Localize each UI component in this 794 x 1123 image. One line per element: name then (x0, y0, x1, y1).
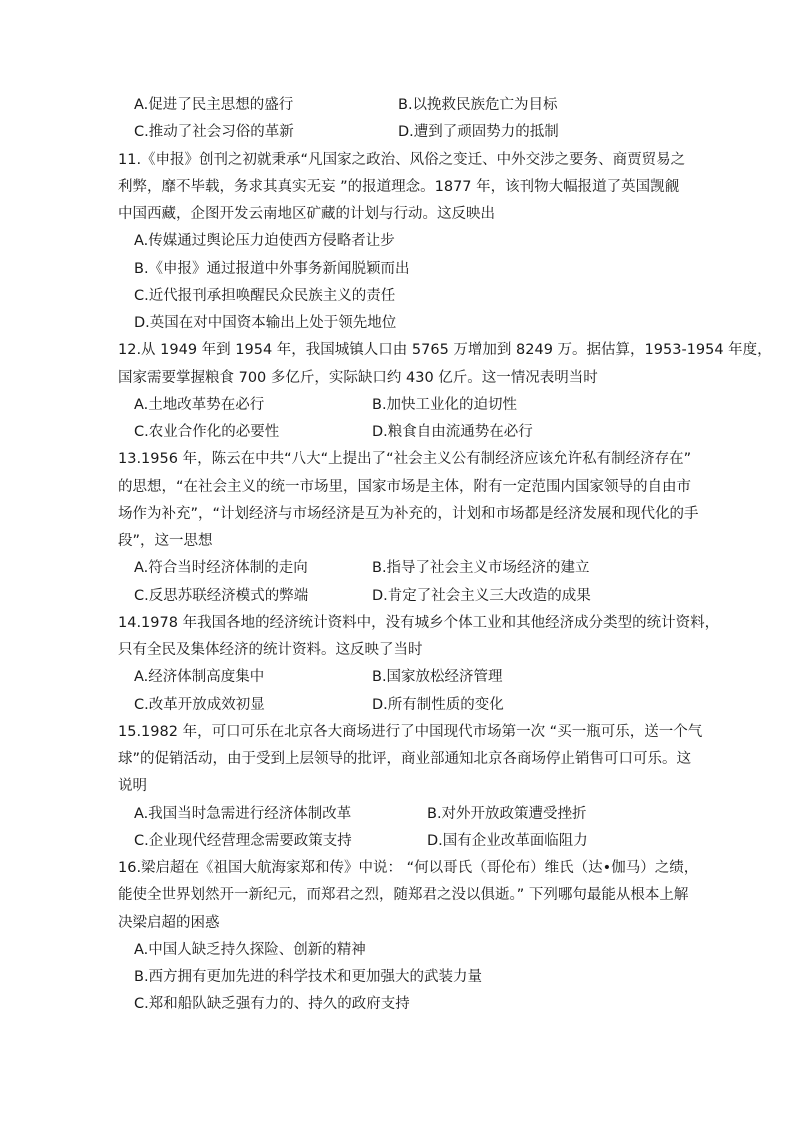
q16-option-c: C.郑和船队缺乏强有力的、持久的政府支持 (134, 996, 410, 1012)
q12-option-b: B.加快工业化的迫切性 (372, 397, 518, 413)
q13-stem-line-4: 段”，这一思想 (118, 533, 213, 549)
q11-stem-line-3: 中国西藏，企图开发云南地区矿藏的计划与行动。这反映出 (118, 206, 495, 222)
q14-option-a: A.经济体制高度集中 (134, 669, 265, 685)
q13-stem-line-3: 场作为补充”，“计划经济与市场经济是互为补充的，计划和市场都是经济发展和现代化的手 (118, 506, 699, 522)
q13-option-b: B.指导了社会主义市场经济的建立 (372, 560, 590, 576)
q11-stem-line-1: 11.《申报》创刊之初就秉承“凡国家之政治、风俗之变迁、中外交涉之要务、商贾贸易之 (118, 152, 686, 168)
q14-stem-line-1: 14.1978 年我国各地的经济统计资料中，没有城乡个体工业和其他经济成分类型的统计资料， (118, 615, 720, 631)
q13-option-a: A.符合当时经济体制的走向 (134, 560, 308, 576)
q13-stem-line-2: 的思想，“在社会主义的统一市场里，国家市场是主体，附有一定范围内国家领导的自由市 (118, 479, 692, 495)
q16-stem-line-2: 能使全世界划然开一新纪元，而郑君之烈，随郑君之没以俱逝。” 下列哪句最能从根本上解 (118, 887, 689, 903)
q13-option-c: C.反思苏联经济模式的弊端 (134, 588, 309, 604)
q15-stem-line-1: 15.1982 年，可口可乐在北京各大商场进行了中国现代市场第一次 “买一瓶可乐，送一个气 (118, 724, 703, 740)
q16-stem-line-3: 决梁启超的困惑 (118, 915, 220, 931)
q13-stem-line-1: 13.1956 年，陈云在中共“八大“上提出了“社会主义公有制经济应该允许私有制经济存在” (118, 451, 692, 467)
q15-option-c: C.企业现代经营理念需要政策支持 (134, 833, 352, 849)
q15-option-d: D.国有企业改革面临阻力 (427, 833, 588, 849)
q11-option-b: B.《申报》通过报道中外事务新闻脱颖而出 (134, 261, 410, 277)
q15-option-a: A.我国当时急需进行经济体制改革 (134, 806, 352, 822)
q12-option-c: C.农业合作化的必要性 (134, 424, 280, 440)
q16-option-a: A.中国人缺乏持久探险、创新的精神 (134, 942, 366, 958)
q10-option-c: C.推动了社会习俗的革新 (134, 124, 294, 140)
q12-option-d: D.粮食自由流通势在必行 (372, 424, 533, 440)
q11-option-d: D.英国在对中国资本输出上处于领先地位 (134, 315, 397, 331)
q12-stem-line-1: 12.从 1949 年到 1954 年，我国城镇人口由 5765 万增加到 8249 万。据估算，1953-1954 年度， (118, 342, 772, 358)
q10-option-a: A.促进了民主思想的盛行 (134, 97, 294, 113)
q10-option-b: B.以挽救民族危亡为目标 (398, 97, 558, 113)
q11-option-a: A.传媒通过舆论压力迫使西方侵略者让步 (134, 233, 395, 249)
q15-option-b: B.对外开放政策遭受挫折 (427, 806, 587, 822)
q10-option-d: D.遭到了顽固势力的抵制 (398, 124, 559, 140)
q14-option-d: D.所有制性质的变化 (372, 697, 504, 713)
q14-option-b: B.国家放松经济管理 (372, 669, 503, 685)
q12-stem-line-2: 国家需要掌握粮食 700 多亿斤，实际缺口约 430 亿斤。这一情况表明当时 (118, 370, 598, 386)
q14-stem-line-2: 只有全民及集体经济的统计资料。这反映了当时 (118, 642, 423, 658)
q13-option-d: D.肯定了社会主义三大改造的成果 (372, 588, 591, 604)
q15-stem-line-2: 球”的促销活动，由于受到上层领导的批评，商业部通知北京各商场停止销售可口可乐。这 (118, 751, 692, 767)
q11-option-c: C.近代报刊承担唤醒民众民族主义的责任 (134, 288, 396, 304)
q16-option-b: B.西方拥有更加先进的科学技术和更加强大的武装力量 (134, 969, 483, 985)
q11-stem-line-2: 利弊，靡不毕载，务求其真实无妄 ”的报道理念。1877 年，该刊物大幅报道了英国觊觎 (118, 179, 680, 195)
q14-option-c: C.改革开放成效初显 (134, 697, 265, 713)
q16-stem-line-1: 16.梁启超在《祖国大航海家郑和传》中说： “何以哥氏（哥伦布）维氏（达•伽马）之绩， (118, 860, 699, 876)
q15-stem-line-3: 说明 (118, 778, 147, 794)
q12-option-a: A.土地改革势在必行 (134, 397, 265, 413)
